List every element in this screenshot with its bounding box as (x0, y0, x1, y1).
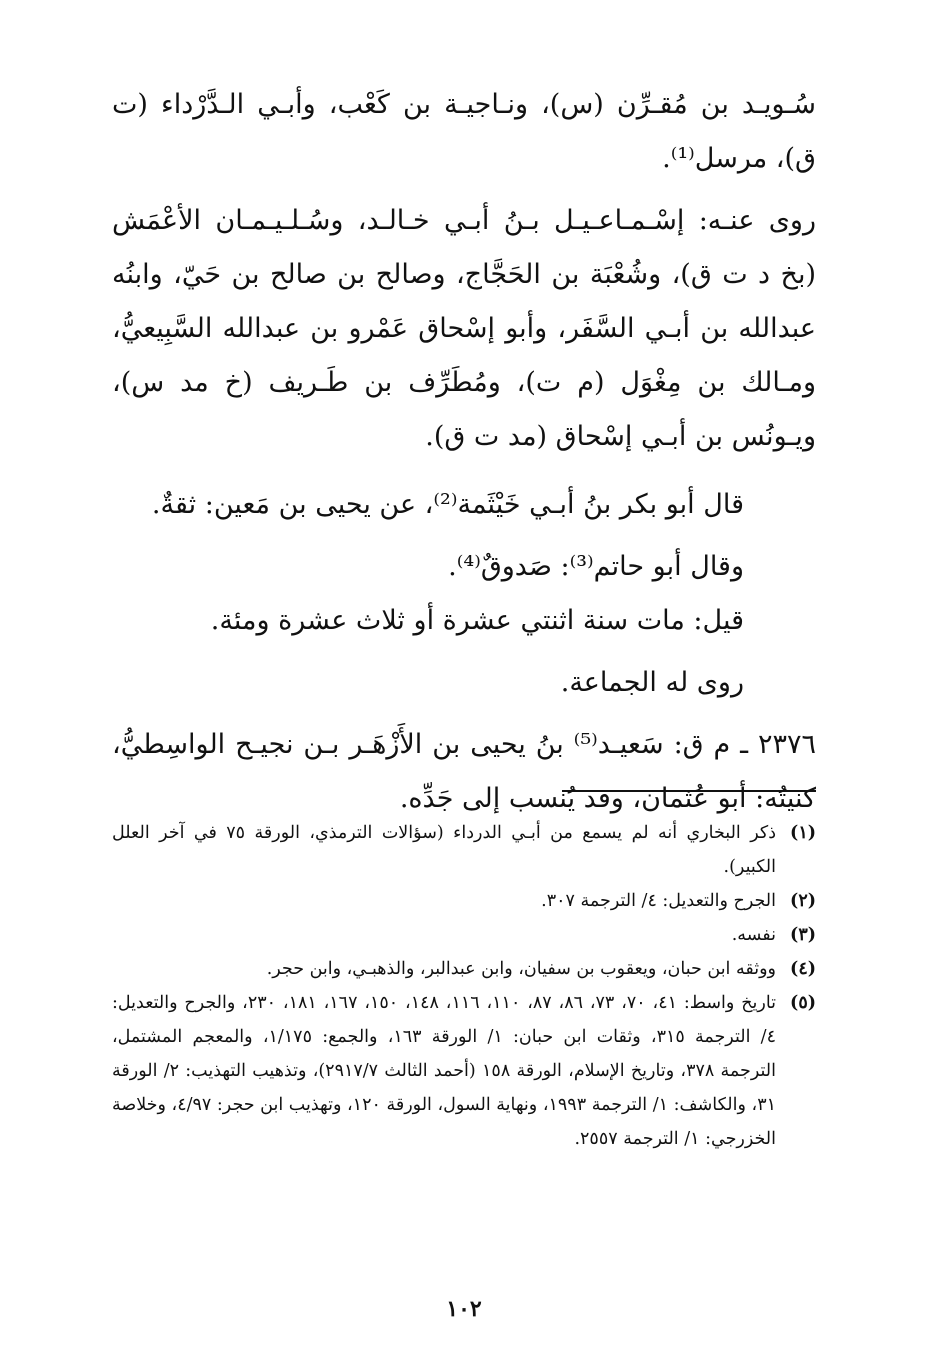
footnote-divider (562, 790, 816, 792)
paragraph-entry-2376: ٢٣٧٦ ـ م ق: سَعيـد⁽⁵⁾ بنُ يحيى بن الأَزْهَـر بـن نجيـح الواسِطيُّ، كنيتُه: أبو عُثمان، وقد يُنسب إلى جَدِّه. (112, 729, 817, 814)
footnote-item (112, 884, 816, 918)
page-number: ١٠٢ (446, 1296, 482, 1322)
footnote-text: الجرح والتعديل: ٤/ الترجمة ٣٠٧. (541, 891, 776, 911)
paragraph-abu-hatim: وقال أبو حاتم⁽³⁾: صَدوقٌ⁽⁴⁾. (448, 551, 744, 582)
footnote-text: نفسه. (731, 925, 776, 945)
footnote-text: ذكر البخاري أنه لم يسمع من أبـي الدرداء (سؤالات الترمذي، الورقة ٧٥ في آخر العلل الكبير). (112, 823, 776, 877)
footnote-item (112, 952, 816, 986)
document-page (112, 78, 817, 1322)
footnote-number: (١) (790, 823, 816, 843)
paragraph-ibn-abi-khaythama: قال أبو بكر بنُ أبـي خَيْثَمة⁽²⁾، عن يحيى بن مَعين: ثقةٌ. (151, 489, 744, 520)
footnote-text: تاريخ واسط: ٤١، ٧٠، ٧٣، ٨٦، ٨٧، ١١٠، ١١٦، ١٤٨، ١٥٠، ١٦٧، ١٨١، ٢٣٠، والجرح والتعديل: ٤/ الترجمة ٣١٥، وثقات ابن حبان: ١/ الورقة ١٦٣، والجمع: ١/١٧٥، والمعجم المشتمل، الترجمة ٣٧٨، وتاريخ الإسلام، الورقة ١٥٨ (أحمد الثالث ٢٩١٧/٧)، وتذهيب التهذيب: ٢/ الورقة ٣١، والكاشف: ١/ الترجمة ١٩٩٣، ونهاية السول، الورقة ١٢٠، وتهذيب ابن حجر: ٤/٩٧، وخلاصة الخزرجي: ١/ الترجمة ٢٥٥٧. (112, 993, 777, 1149)
paragraph-narrated-by: روى له الجماعة. (560, 667, 744, 698)
main-text (112, 78, 816, 826)
footnote-number: (٣) (790, 925, 816, 945)
footnote-number: (٤) (790, 959, 816, 979)
paragraph-narrators-to: روى عنـه: إسْـمـاعـيـل بـنُ أبـي خـالـد، وسُـلـيـمـان الأعْمَش (بخ د ت ق)، وشُعْبَة بن الحَجَّاج، وصالح بن صالح بن حَيّ، وابنُه عبدالله بن أبـي السَّفَر، وأبو إسْحاق عَمْرو بن عبدالله السَّبِيعيُّ، ومـالك بن مِغْوَل (م ت)، ومُطَرِّف بن طَـريف (خ مد س)، ويـونُس بن أبـي إسْحاق (مد ت ق). (112, 205, 816, 452)
footnote-item (112, 918, 816, 952)
footnote-number: (٥) (790, 993, 816, 1013)
footnote-item (112, 986, 816, 1156)
footnote-number: (٢) (790, 891, 816, 911)
paragraph-narrators-from: سُـويـد بن مُقـرِّن (س)، ونـاجيـة بن كَعْب، وأبـي الـدَّرْداء (ت ق)، مرسل⁽¹⁾. (112, 89, 816, 174)
footnote-text: ووثقه ابن حبان، ويعقوب بن سفيان، وابن عبدالبر، والذهبـي، وابن حجر. (266, 959, 776, 979)
footnote-item (112, 816, 816, 884)
paragraph-death-year: قيل: مات سنة اثنتي عشرة أو ثلاث عشرة ومئة. (210, 605, 744, 636)
footnotes (112, 816, 816, 1156)
